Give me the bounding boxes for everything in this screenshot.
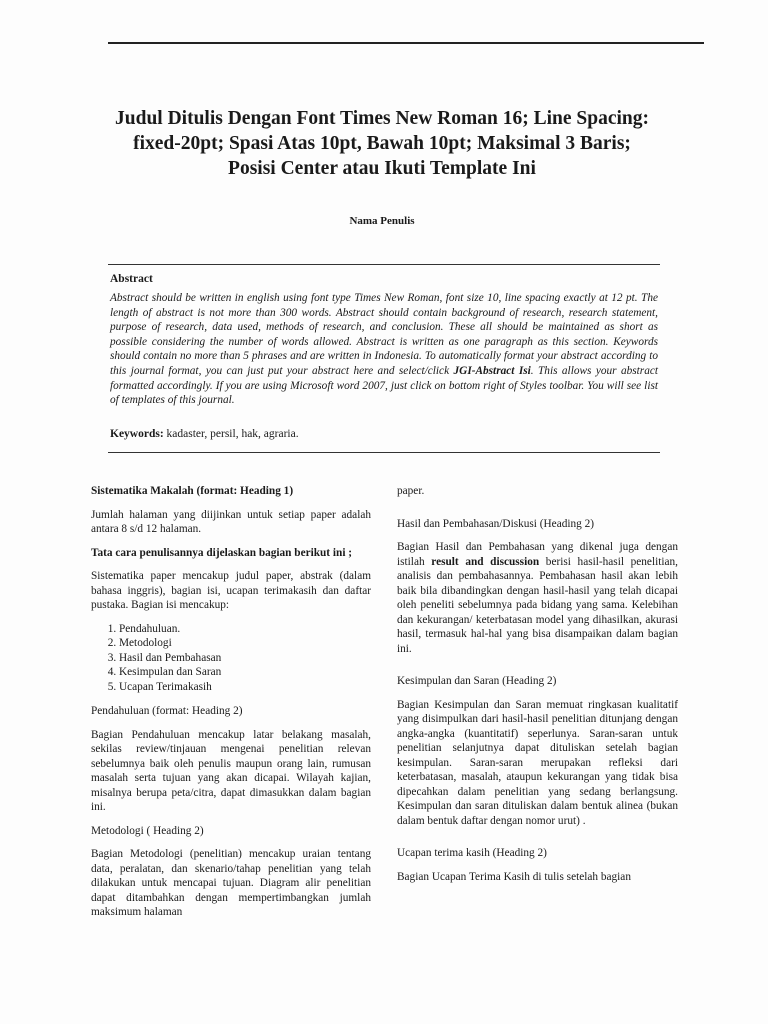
heading-2: Ucapan terima kasih (Heading 2) [397, 847, 547, 859]
paragraph: Bagian Kesimpulan dan Saran memuat ringkasan kualitatif yang disimpulkan dari hasil-hasil penelitian ditunjang dengan angka-angka (kuantitatif) seperlunya. Saran-saran untuk penelitian selanjutnya dapat dituliskan setelah bagian kesimpulan. Saran-saran merupakan refleksi dari keterbatasan, masalah, ataupun kekurangan yang tidak bisa dipecahkan dalam penelitian yang sedang berlangsung. Kesimpulan dan saran dituliskan dalam bentuk alinea (bukan dalam bentuk daftar dengan nomor urut) . [397, 698, 678, 827]
list-item: 2. Metodologi [119, 636, 371, 651]
abstract-bottom-rule [108, 452, 660, 453]
paper-title: Judul Ditulis Dengan Font Times New Roman 16; Line Spacing: fixed-20pt; Spasi Atas 10pt, Bawah 10pt; Maksimal 3 Baris; Posisi Center atau Ikuti Template Ini [115, 108, 649, 179]
list-item: 3. Hasil dan Pembahasan [119, 651, 371, 666]
keywords [110, 428, 299, 440]
heading-2: Pendahuluan (format: Heading 2) [91, 705, 243, 717]
heading-2: Hasil dan Pembahasan/Diskusi (Heading 2) [397, 517, 595, 530]
paragraph: Jumlah halaman yang diijinkan untuk setiap paper adalah antara 8 s/d 12 halaman. [91, 508, 371, 535]
abstract-top-rule [108, 264, 660, 265]
paragraph [397, 540, 678, 656]
list-item: 5. Ucapan Terimakasih [119, 680, 371, 695]
content-list [91, 622, 371, 695]
keywords-label: Keywords: [110, 428, 164, 440]
heading-2: Kesimpulan dan Saran (Heading 2) [397, 675, 557, 687]
abstract-text-part: . This allows your abstract formatted accordingly. If you are using Microsoft word 2007, just click on bottom right of Styles toolbar. You will see list of templates of this journal. [110, 364, 658, 407]
paragraph: Sistematika paper mencakup judul paper, abstrak (dalam bahasa inggris), bagian isi, ucapan terimakasih dan daftar pustaka. Bagian isi mencakup: [91, 570, 371, 611]
abstract-text-part: Abstract should be written in english using font type Times New Roman, font size 10, line spacing exactly at 12 pt. The length of abstract is not more than 300 words. Abstract should contain background of research, research statement, purpose of research, data used, methods of research, and conclusion. These all should be maintained as short as possible considering the number of words allowed. Abstract is written as one paragraph as this section. Keywords should contain no more than 5 phrases and are written in Indonesia. To automatically format your abstract according to this journal format, you can just put your abstract here and select/click [110, 292, 658, 377]
author-name: Nama Penulis [349, 215, 415, 227]
keywords-value: kadaster, persil, hak, agraria. [163, 428, 299, 440]
paragraph-part: Bagian Hasil dan Pembahasan yang dikenal juga dengan istilah [397, 541, 678, 568]
abstract-text-bold: JGI-Abstract Isi [453, 364, 531, 377]
abstract-heading: Abstract [110, 273, 153, 285]
bold-paragraph: Tata cara penulisannya dijelaskan bagian berikut ini ; [91, 546, 353, 559]
heading-2: Metodologi ( Heading 2) [91, 824, 204, 837]
header-rule [108, 42, 704, 44]
left-column [91, 484, 371, 929]
list-item: 4. Kesimpulan dan Saran [119, 665, 371, 680]
right-column [397, 484, 678, 893]
bold-term: result and discussion [431, 555, 540, 568]
paragraph: Bagian Pendahuluan mencakup latar belakang masalah, sekilas review/tinjauan mengenai penelitian relevan sebelumnya baik oleh penulis maupun orang lain, rumusan masalah serta tujuan yang akan dicapai. Wilayah kajian, misalnya berupa peta/citra, dapat dimasukkan dalam bagian ini. [91, 728, 371, 813]
list-item: 1. Pendahuluan. [119, 622, 371, 637]
paragraph: paper. [397, 485, 425, 497]
paragraph: Bagian Ucapan Terima Kasih di tulis setelah bagian [397, 870, 631, 883]
paragraph-part: berisi hasil-hasil penelitian, analisis dan pembahasannya. Pembahasan hasil akan lebih baik bila dibandingkan dengan hasil-hasil yang telah dicapai oleh peneliti sebelumnya pada bidang yang sama. Kelebihan dan kekurangan/ keterbatasan model yang dihasilkan, akurasi hasil, termasuk hal-hal yang bisa disampaikan dalam bagian ini. [397, 555, 678, 655]
abstract-body [110, 291, 658, 408]
heading-1: Sistematika Makalah (format: Heading 1) [91, 485, 294, 497]
paragraph: Bagian Metodologi (penelitian) mencakup uraian tentang data, peralatan, dan skenario/tahap penelitian yang telah dilakukan untuk mencapai tujuan. Diagram alir penelitian dapat ditambahkan dengan mempertimbangkan jumlah maksimum halaman [91, 848, 371, 918]
